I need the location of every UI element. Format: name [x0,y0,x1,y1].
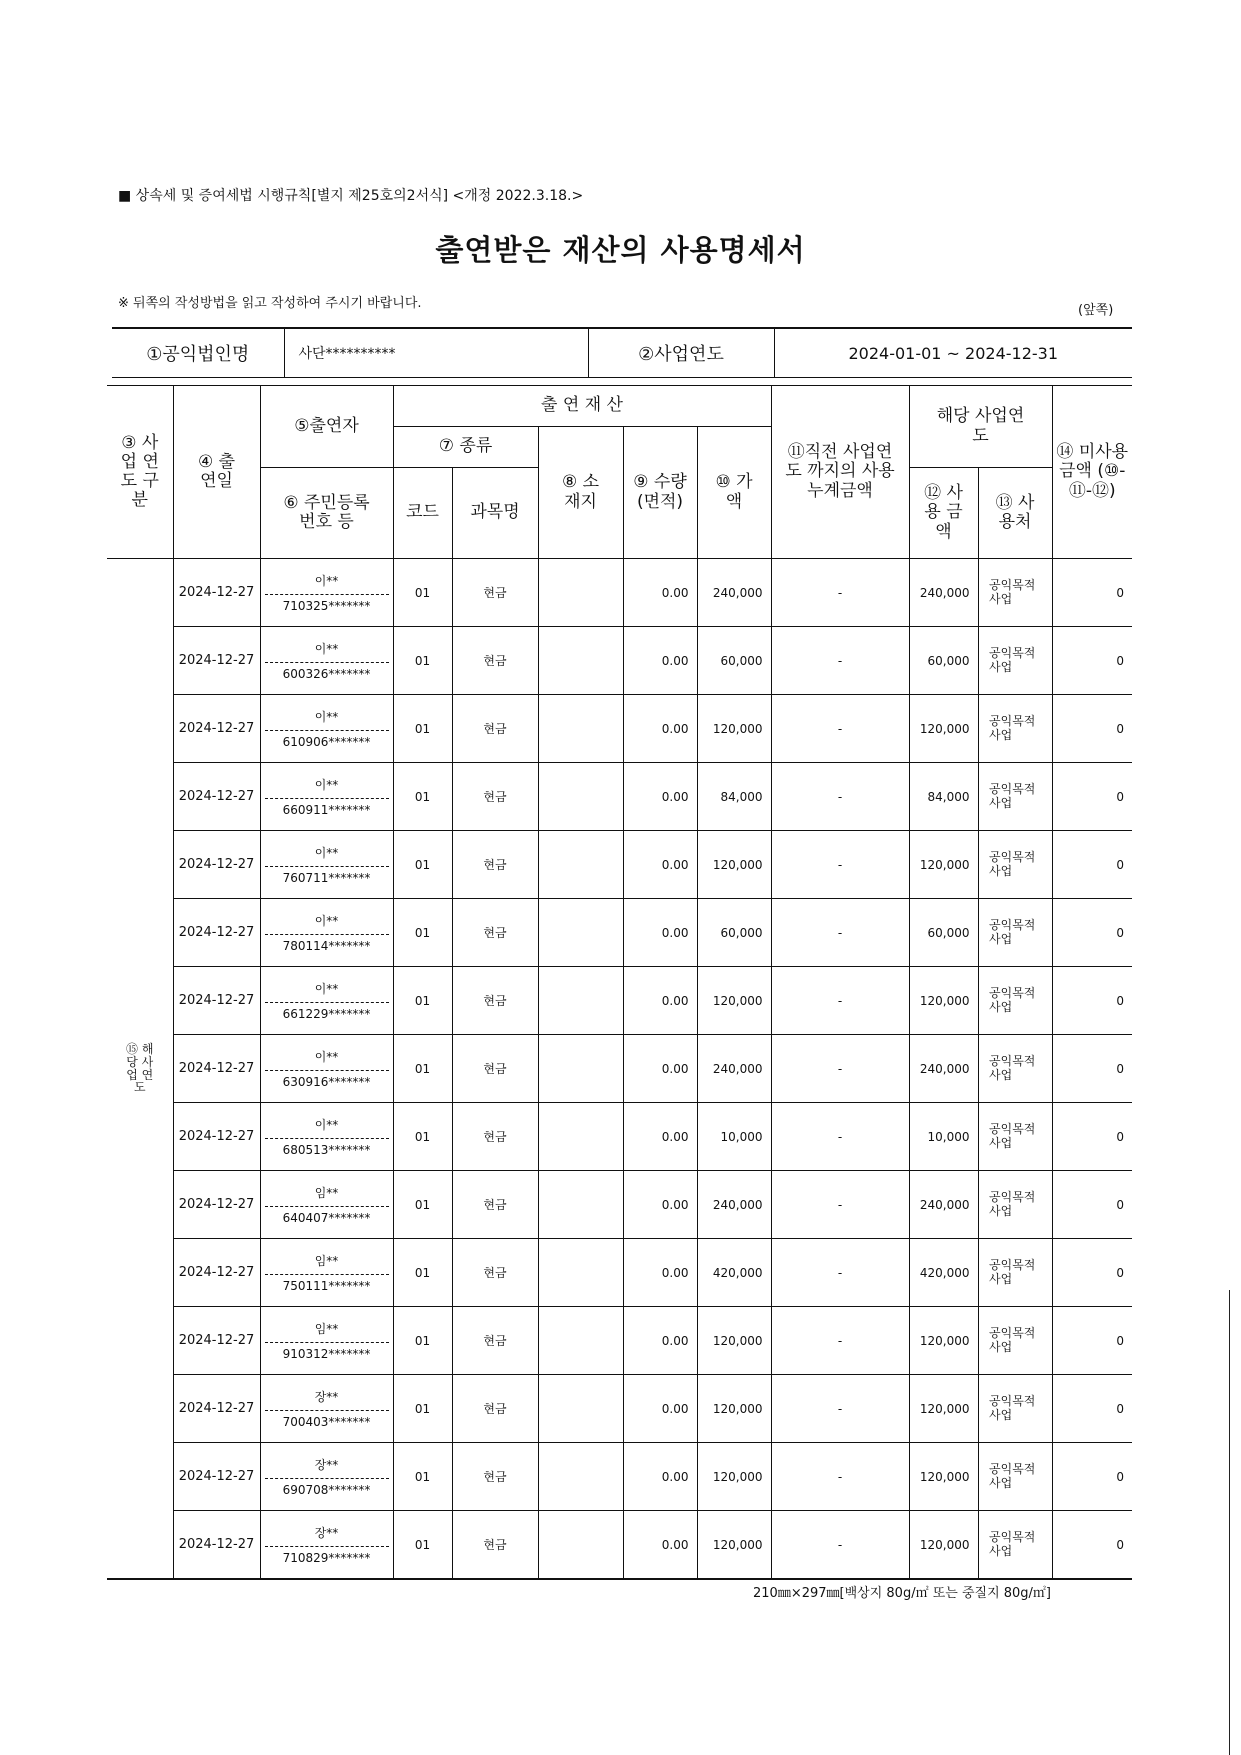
property-location [538,1511,623,1580]
unused-amount: 0 [1052,559,1132,627]
account-name: 현금 [452,831,538,899]
quantity: 0.00 [623,1307,697,1375]
prior-usage: - [771,967,909,1035]
amount: 120,000 [697,1511,771,1580]
donor-cell [260,1375,393,1443]
quantity: 0.00 [623,763,697,831]
table-row [107,763,1132,831]
property-code: 01 [393,1035,452,1103]
property-code: 01 [393,559,452,627]
donor-name: 이** [265,1048,389,1071]
amount: 84,000 [697,763,771,831]
prior-usage: - [771,899,909,967]
property-location [538,1239,623,1307]
property-location [538,1035,623,1103]
amount: 10,000 [697,1103,771,1171]
table-row [107,899,1132,967]
donation-date: 2024-12-27 [173,1375,260,1443]
unused-amount: 0 [1052,1307,1132,1375]
use-place: 공익목적사업 [978,1307,1052,1375]
table-row [107,1103,1132,1171]
prior-usage: - [771,1307,909,1375]
used-amount: 240,000 [909,559,978,627]
table-row [107,1171,1132,1239]
used-amount: 120,000 [909,831,978,899]
donor-id: 700403******* [282,1415,371,1429]
col-header-resident-id: ⑥ 주민등록 번호 등 [260,468,393,559]
scan-edge-line [1229,1290,1230,1755]
business-year-label: ②사업연도 [588,328,774,378]
donor-cell [260,831,393,899]
donor-name: 임** [265,1320,389,1343]
quantity: 0.00 [623,1035,697,1103]
donation-date: 2024-12-27 [173,559,260,627]
amount: 120,000 [697,1443,771,1511]
property-location [538,831,623,899]
donor-name: 이** [265,572,389,595]
property-location [538,1171,623,1239]
donor-id: 760711******* [282,871,371,885]
quantity: 0.00 [623,1103,697,1171]
property-location [538,627,623,695]
amount: 120,000 [697,695,771,763]
account-name: 현금 [452,1103,538,1171]
quantity: 0.00 [623,967,697,1035]
use-place: 공익목적사업 [978,559,1052,627]
col-header-type: ⑦ 종류 [393,427,538,468]
prior-usage: - [771,1375,909,1443]
col-header-unused-amount: ⑭ 미사용 금액 (⑩-⑪-⑫) [1052,386,1132,559]
donor-cell [260,1511,393,1580]
donation-date: 2024-12-27 [173,1103,260,1171]
table-row [107,627,1132,695]
page-side-label: (앞쪽) [1078,303,1114,318]
unused-amount: 0 [1052,1171,1132,1239]
donor-name: 이** [265,708,389,731]
property-location [538,1443,623,1511]
property-code: 01 [393,1443,452,1511]
account-name: 현금 [452,1511,538,1580]
donor-id: 610906******* [282,735,371,749]
property-code: 01 [393,967,452,1035]
account-name: 현금 [452,559,538,627]
donation-date: 2024-12-27 [173,1307,260,1375]
donor-id: 661229******* [282,1007,371,1021]
donation-date: 2024-12-27 [173,1443,260,1511]
table-row [107,1307,1132,1375]
account-name: 현금 [452,1035,538,1103]
donor-id: 680513******* [282,1143,371,1157]
account-name: 현금 [452,899,538,967]
use-place: 공익목적사업 [978,1171,1052,1239]
donor-cell [260,1171,393,1239]
col-header-donation-date: ④ 출연일 [173,386,260,559]
account-name: 현금 [452,1171,538,1239]
donation-date: 2024-12-27 [173,1171,260,1239]
use-place: 공익목적사업 [978,1511,1052,1580]
amount: 120,000 [697,831,771,899]
quantity: 0.00 [623,695,697,763]
quantity: 0.00 [623,1443,697,1511]
used-amount: 120,000 [909,1307,978,1375]
property-location [538,1375,623,1443]
donor-cell [260,899,393,967]
donor-cell [260,1307,393,1375]
use-place: 공익목적사업 [978,1239,1052,1307]
col-header-quantity: ⑨ 수량 (면적) [623,427,697,559]
donation-usage-table [107,385,1132,1580]
donation-date: 2024-12-27 [173,695,260,763]
prior-usage: - [771,1103,909,1171]
used-amount: 120,000 [909,1375,978,1443]
use-place: 공익목적사업 [978,1035,1052,1103]
unused-amount: 0 [1052,763,1132,831]
property-code: 01 [393,1103,452,1171]
used-amount: 10,000 [909,1103,978,1171]
table-row [107,695,1132,763]
donation-date: 2024-12-27 [173,1511,260,1580]
property-location [538,967,623,1035]
donation-date: 2024-12-27 [173,899,260,967]
col-header-donor: ⑤출연자 [260,386,393,468]
property-code: 01 [393,1239,452,1307]
donor-id: 640407******* [282,1211,371,1225]
table-row [107,967,1132,1035]
account-name: 현금 [452,1375,538,1443]
form-reference-note: ■ 상속세 및 증여세법 시행규칙[별지 제25호의2서식] <개정 2022.3.18.> [118,188,584,204]
prior-usage: - [771,627,909,695]
prior-usage: - [771,1239,909,1307]
donor-name: 이** [265,640,389,663]
donor-id: 630916******* [282,1075,371,1089]
amount: 240,000 [697,1171,771,1239]
donor-name: 임** [265,1184,389,1207]
used-amount: 84,000 [909,763,978,831]
table-row [107,1443,1132,1511]
unused-amount: 0 [1052,899,1132,967]
donor-id: 600326******* [282,667,371,681]
donor-name: 장** [265,1388,389,1411]
col-header-year-type: ③ 사업 연도 구분 [107,386,173,559]
donor-id: 910312******* [282,1347,371,1361]
prior-usage: - [771,695,909,763]
prior-usage: - [771,763,909,831]
donation-date: 2024-12-27 [173,1239,260,1307]
data-rows [107,559,1132,1580]
property-location [538,1307,623,1375]
donation-date: 2024-12-27 [173,1035,260,1103]
donation-date: 2024-12-27 [173,831,260,899]
account-name: 현금 [452,695,538,763]
donor-cell [260,763,393,831]
org-name-label: ①공익법인명 [112,328,284,378]
donation-date: 2024-12-27 [173,967,260,1035]
property-code: 01 [393,1307,452,1375]
donor-id: 710829******* [282,1551,371,1565]
table-row [107,1035,1132,1103]
quantity: 0.00 [623,831,697,899]
amount: 420,000 [697,1239,771,1307]
property-location [538,763,623,831]
unused-amount: 0 [1052,1239,1132,1307]
prior-usage: - [771,1035,909,1103]
used-amount: 240,000 [909,1035,978,1103]
donor-name: 이** [265,776,389,799]
use-place: 공익목적사업 [978,1443,1052,1511]
col-header-current-year: 해당 사업연도 [909,386,1052,468]
unused-amount: 0 [1052,1103,1132,1171]
property-location [538,695,623,763]
property-code: 01 [393,899,452,967]
used-amount: 60,000 [909,627,978,695]
used-amount: 60,000 [909,899,978,967]
unused-amount: 0 [1052,1375,1132,1443]
prior-usage: - [771,559,909,627]
prior-usage: - [771,1171,909,1239]
donor-cell [260,695,393,763]
property-location [538,1103,623,1171]
amount: 120,000 [697,1307,771,1375]
paper-spec-note: 210㎜×297㎜[백상지 80g/㎡ 또는 중질지 80g/㎡] [753,1586,1052,1601]
col-header-prior-usage: ⑪직전 사업연도 까지의 사용누계금액 [771,386,909,559]
donor-name: 임** [265,1252,389,1275]
amount: 60,000 [697,627,771,695]
property-code: 01 [393,1511,452,1580]
amount: 60,000 [697,899,771,967]
property-code: 01 [393,1375,452,1443]
donor-name: 장** [265,1456,389,1479]
donor-cell [260,1443,393,1511]
used-amount: 120,000 [909,1511,978,1580]
donation-date: 2024-12-27 [173,627,260,695]
used-amount: 120,000 [909,695,978,763]
account-name: 현금 [452,627,538,695]
unused-amount: 0 [1052,1511,1132,1580]
account-name: 현금 [452,763,538,831]
donor-id: 690708******* [282,1483,371,1497]
table-row [107,1511,1132,1580]
amount: 240,000 [697,559,771,627]
donor-name: 이** [265,1116,389,1139]
account-name: 현금 [452,1239,538,1307]
quantity: 0.00 [623,1239,697,1307]
amount: 120,000 [697,1375,771,1443]
use-place: 공익목적사업 [978,627,1052,695]
used-amount: 420,000 [909,1239,978,1307]
unused-amount: 0 [1052,831,1132,899]
instruction-text: ※ 뒤쪽의 작성방법을 읽고 작성하여 주시기 바랍니다. [118,296,422,311]
account-name: 현금 [452,967,538,1035]
property-code: 01 [393,763,452,831]
donation-date: 2024-12-27 [173,763,260,831]
account-name: 현금 [452,1443,538,1511]
col-header-used-amount: ⑫ 사용 금액 [909,468,978,559]
quantity: 0.00 [623,559,697,627]
account-name: 현금 [452,1307,538,1375]
unused-amount: 0 [1052,1443,1132,1511]
donor-id: 750111******* [282,1279,371,1293]
donor-id: 660911******* [282,803,371,817]
form-title: 출연받은 재산의 사용명세서 [435,233,806,267]
quantity: 0.00 [623,1511,697,1580]
unused-amount: 0 [1052,967,1132,1035]
property-code: 01 [393,1171,452,1239]
use-place: 공익목적사업 [978,967,1052,1035]
prior-usage: - [771,1511,909,1580]
quantity: 0.00 [623,1171,697,1239]
property-code: 01 [393,627,452,695]
donor-cell [260,967,393,1035]
unused-amount: 0 [1052,695,1132,763]
amount: 120,000 [697,967,771,1035]
organization-info-table [112,327,1132,378]
col-header-account: 과목명 [452,468,538,559]
donor-name: 이** [265,980,389,1003]
col-header-amount: ⑩ 가액 [697,427,771,559]
property-location [538,899,623,967]
used-amount: 240,000 [909,1171,978,1239]
used-amount: 120,000 [909,967,978,1035]
used-amount: 120,000 [909,1443,978,1511]
property-code: 01 [393,831,452,899]
donor-cell [260,559,393,627]
donor-cell [260,1035,393,1103]
prior-usage: - [771,831,909,899]
donor-cell [260,1239,393,1307]
amount: 240,000 [697,1035,771,1103]
col-header-use-place: ⑬ 사용처 [978,468,1052,559]
prior-usage: - [771,1443,909,1511]
col-header-code: 코드 [393,468,452,559]
unused-amount: 0 [1052,627,1132,695]
use-place: 공익목적사업 [978,1103,1052,1171]
table-row [107,831,1132,899]
property-code: 01 [393,695,452,763]
col-header-donated-property: 출 연 재 산 [393,386,771,427]
table-row [107,559,1132,627]
col-header-location: ⑧ 소재지 [538,427,623,559]
table-row [107,1239,1132,1307]
property-location [538,559,623,627]
use-place: 공익목적사업 [978,1375,1052,1443]
donor-cell [260,627,393,695]
use-place: 공익목적사업 [978,695,1052,763]
table-row [107,1375,1132,1443]
quantity: 0.00 [623,899,697,967]
donor-name: 이** [265,844,389,867]
use-place: 공익목적사업 [978,831,1052,899]
donor-name: 이** [265,912,389,935]
donor-name: 장** [265,1524,389,1547]
donor-id: 710325******* [282,599,371,613]
org-name-value: 사단********** [284,328,588,378]
current-year-label: ⑮ 해당 사업 연도 [107,559,173,1580]
donor-cell [260,1103,393,1171]
quantity: 0.00 [623,627,697,695]
quantity: 0.00 [623,1375,697,1443]
unused-amount: 0 [1052,1035,1132,1103]
use-place: 공익목적사업 [978,763,1052,831]
use-place: 공익목적사업 [978,899,1052,967]
donor-id: 780114******* [282,939,371,953]
business-year-value: 2024-01-01 ~ 2024-12-31 [774,328,1132,378]
